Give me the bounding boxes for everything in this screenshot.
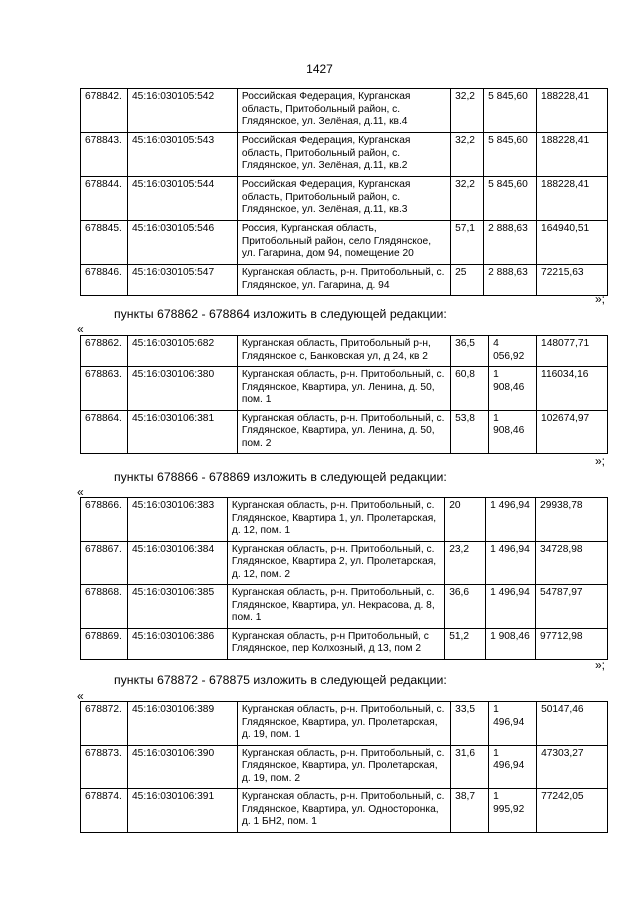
specific-value: 1 908,46 [489, 410, 537, 454]
table-row [81, 498, 608, 542]
area: 32,2 [451, 89, 484, 133]
cadastral-value: 188228,41 [537, 177, 608, 221]
page-number: 1427 [306, 62, 333, 76]
address: Курганская область, р-н. Притобольный, с. Глядянское, Квартира, ул. Пролетарская, д. 19, пом. 1 [237, 702, 450, 746]
area: 25 [451, 265, 484, 296]
cadastral-value: 164940,51 [537, 221, 608, 265]
address: Курганская область, р-н Притобольный, с Глядянское, пер Колхозный, д 13, пом 2 [227, 628, 444, 659]
table-row [81, 585, 608, 629]
address: Курганская область, р-н. Притобольный, с. Глядянское, Квартира, ул. Некрасова, д. 8, пом. 1 [227, 585, 444, 629]
area: 53,8 [451, 410, 489, 454]
cadastral-value: 116034,16 [537, 367, 608, 411]
item-number: 678844. [81, 177, 128, 221]
cadastral-number: 45:16:030106:389 [127, 702, 237, 746]
cadastral-number: 45:16:030106:385 [127, 585, 227, 629]
item-number: 678864. [81, 410, 128, 454]
cadastral-value: 50147,46 [537, 702, 608, 746]
specific-value: 5 845,60 [484, 89, 537, 133]
area: 36,6 [445, 585, 486, 629]
area: 32,2 [451, 177, 484, 221]
open-quote: « [77, 689, 84, 703]
close-quote: »; [595, 658, 606, 672]
table-row [81, 410, 608, 454]
address: Российская Федерация, Курганская область, Притобольный район, с. Глядянское, ул. Зелёная, д.11, кв.3 [237, 177, 450, 221]
item-number: 678874. [81, 789, 128, 833]
cadastral-value: 54787,97 [536, 585, 608, 629]
table-row [81, 789, 608, 833]
section-heading: пункты 678866 - 678869 изложить в следующей редакции: [114, 470, 447, 484]
item-number: 678867. [81, 541, 128, 585]
table-row [81, 628, 608, 659]
address: Курганская область, р-н. Притобольный, с. Глядянское, Квартира, ул. Пролетарская, д. 19, пом. 2 [237, 745, 450, 789]
item-number: 678862. [81, 336, 128, 367]
address: Курганская область, р-н. Притобольный, с. Глядянское, Квартира, ул. Ленина, д. 50, пом. 1 [237, 367, 450, 411]
address: Курганская область, Притобольный р-н, Глядянское с, Банковская ул, д 24, кв 2 [237, 336, 450, 367]
cadastral-value: 77242,05 [537, 789, 608, 833]
specific-value: 2 888,63 [484, 221, 537, 265]
cadastral-number: 45:16:030106:390 [127, 745, 237, 789]
address: Курганская область, р-н. Притобольный, с. Глядянское, ул. Гагарина, д. 94 [237, 265, 450, 296]
cadastral-number: 45:16:030106:381 [127, 410, 237, 454]
specific-value: 1 496,94 [486, 541, 536, 585]
section-heading: пункты 678862 - 678864 изложить в следующей редакции: [114, 307, 447, 321]
cadastral-number: 45:16:030105:547 [127, 265, 237, 296]
address: Российская Федерация, Курганская область, Притобольный район, с. Глядянское, ул. Зелёная, д.11, кв.4 [237, 89, 450, 133]
address: Россия, Курганская область, Притобольный район, село Глядянское, ул. Гагарина, дом 94, помещение 20 [237, 221, 450, 265]
area: 57,1 [451, 221, 484, 265]
specific-value: 1 908,46 [489, 367, 537, 411]
cadastral-number: 45:16:030105:543 [127, 133, 237, 177]
cadastral-value: 102674,97 [537, 410, 608, 454]
address: Курганская область, р-н. Притобольный, с. Глядянское, Квартира, ул. Ленина, д. 50, пом. 2 [237, 410, 450, 454]
item-number: 678872. [81, 702, 128, 746]
address: Российская Федерация, Курганская область, Притобольный район, с. Глядянское, ул. Зелёная, д.11, кв.2 [237, 133, 450, 177]
cadastral-value: 34728,98 [536, 541, 608, 585]
item-number: 678842. [81, 89, 128, 133]
item-number: 678869. [81, 628, 128, 659]
open-quote: « [77, 485, 84, 499]
specific-value: 1 908,46 [486, 628, 536, 659]
table-row [81, 265, 608, 296]
cadastral-value: 188228,41 [537, 133, 608, 177]
close-quote: »; [595, 292, 606, 306]
specific-value: 2 888,63 [484, 265, 537, 296]
specific-value: 5 845,60 [484, 133, 537, 177]
area: 20 [445, 498, 486, 542]
specific-value: 1 496,94 [486, 585, 536, 629]
area: 31,6 [451, 745, 489, 789]
table-row [81, 745, 608, 789]
open-quote: « [77, 322, 84, 336]
cadastral-value: 148077,71 [537, 336, 608, 367]
cadastral-number: 45:16:030105:682 [127, 336, 237, 367]
table-row [81, 541, 608, 585]
cadastral-number: 45:16:030106:383 [127, 498, 227, 542]
cadastral-value: 47303,27 [537, 745, 608, 789]
table-row [81, 367, 608, 411]
area: 36,5 [451, 336, 489, 367]
property-table-1 [80, 88, 608, 296]
specific-value: 1 496,94 [486, 498, 536, 542]
cadastral-number: 45:16:030106:384 [127, 541, 227, 585]
specific-value: 4 056,92 [489, 336, 537, 367]
table-row [81, 133, 608, 177]
specific-value: 5 845,60 [484, 177, 537, 221]
item-number: 678863. [81, 367, 128, 411]
address: Курганская область, р-н. Притобольный, с. Глядянское, Квартира 2, ул. Пролетарская, д. 12, пом. 2 [227, 541, 444, 585]
address: Курганская область, р-н. Притобольный, с. Глядянское, Квартира 1, ул. Пролетарская, д. 12, пом. 1 [227, 498, 444, 542]
cadastral-number: 45:16:030106:380 [127, 367, 237, 411]
cadastral-number: 45:16:030105:542 [127, 89, 237, 133]
table-row [81, 221, 608, 265]
cadastral-value: 72215,63 [537, 265, 608, 296]
area: 38,7 [451, 789, 489, 833]
area: 23,2 [445, 541, 486, 585]
property-table-4 [80, 701, 608, 833]
cadastral-value: 97712,98 [536, 628, 608, 659]
cadastral-value: 29938,78 [536, 498, 608, 542]
specific-value: 1 995,92 [489, 789, 537, 833]
table-row [81, 177, 608, 221]
specific-value: 1 496,94 [489, 702, 537, 746]
item-number: 678846. [81, 265, 128, 296]
item-number: 678873. [81, 745, 128, 789]
area: 32,2 [451, 133, 484, 177]
cadastral-number: 45:16:030106:386 [127, 628, 227, 659]
close-quote: »; [595, 454, 606, 468]
item-number: 678843. [81, 133, 128, 177]
cadastral-number: 45:16:030105:546 [127, 221, 237, 265]
property-table-2 [80, 335, 608, 454]
area: 51,2 [445, 628, 486, 659]
table-row [81, 702, 608, 746]
cadastral-number: 45:16:030105:544 [127, 177, 237, 221]
section-heading: пункты 678872 - 678875 изложить в следующей редакции: [114, 673, 447, 687]
item-number: 678868. [81, 585, 128, 629]
area: 33,5 [451, 702, 489, 746]
item-number: 678866. [81, 498, 128, 542]
address: Курганская область, р-н. Притобольный, с. Глядянское, Квартира, ул. Односторонка, д. 1 БН2, пом. 1 [237, 789, 450, 833]
table-row [81, 336, 608, 367]
specific-value: 1 496,94 [489, 745, 537, 789]
area: 60,8 [451, 367, 489, 411]
cadastral-number: 45:16:030106:391 [127, 789, 237, 833]
table-row [81, 89, 608, 133]
property-table-3 [80, 497, 608, 660]
item-number: 678845. [81, 221, 128, 265]
cadastral-value: 188228,41 [537, 89, 608, 133]
